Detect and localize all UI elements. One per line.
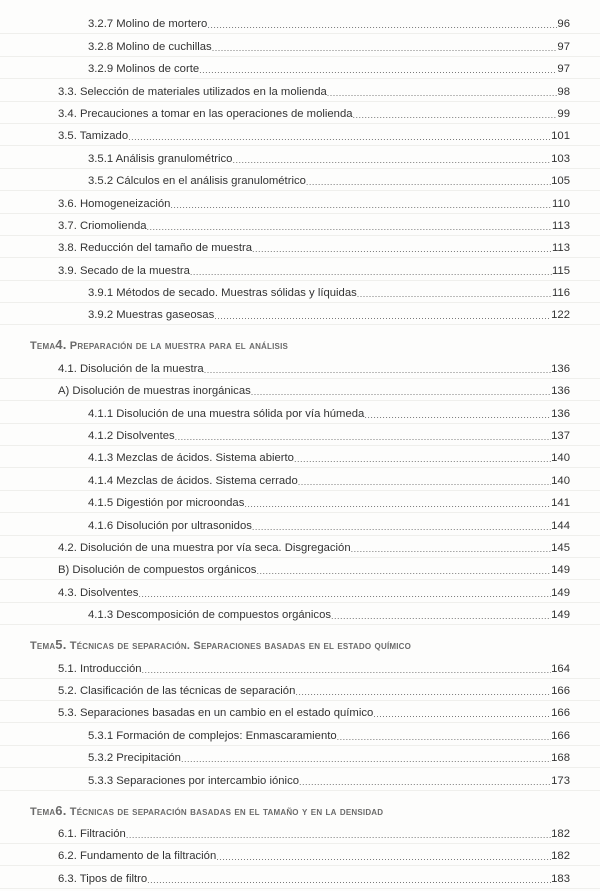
toc-entry — [0, 236, 600, 258]
dot-leader — [327, 88, 558, 101]
entry-title: 3.2.7 Molino de mortero — [88, 18, 208, 31]
page-number: 140 — [551, 474, 570, 487]
page-number: 97 — [557, 63, 570, 76]
toc-entry — [0, 34, 600, 56]
chapter-title: Técnicas de separación. Separaciones basadas en el estado químico — [66, 640, 412, 653]
chapter-heading — [0, 330, 600, 356]
dot-leader — [170, 200, 552, 213]
toc-entry — [0, 558, 600, 580]
dot-leader — [353, 110, 558, 123]
toc-entry — [0, 379, 600, 401]
page-number: 105 — [551, 175, 570, 188]
entry-title: 3.6. Homogeneización — [58, 197, 171, 210]
entry-title: 5.3. Separaciones basadas en un cambio en el estado químico — [58, 707, 374, 720]
page-number: 140 — [551, 452, 570, 465]
dot-leader — [337, 732, 551, 745]
entry-title: 6.2. Fundamento de la filtración — [58, 850, 217, 863]
entry-title: 4.1.4 Mezclas de ácidos. Sistema cerrado — [88, 474, 298, 487]
dot-leader — [128, 132, 551, 145]
dot-leader — [351, 544, 552, 557]
entry-title: 3.7. Criomolienda — [58, 219, 147, 232]
toc-entry — [0, 424, 600, 446]
entry-title: 6.1. Filtración — [58, 827, 126, 840]
dot-leader — [181, 754, 551, 767]
toc-entry — [0, 513, 600, 535]
page-number: 182 — [551, 827, 570, 840]
dot-leader — [138, 589, 551, 602]
entry-title: 4.1. Disolución de la muestra — [58, 362, 204, 375]
table-of-contents — [0, 12, 600, 889]
toc-entry — [0, 79, 600, 101]
chapter-number: 6. — [55, 802, 67, 818]
entry-title: 3.9. Secado de la muestra — [58, 264, 190, 277]
toc-entry — [0, 580, 600, 602]
page-number: 149 — [551, 609, 570, 622]
entry-title: 4.2. Disolución de una muestra por vía seca. Disgregación — [58, 541, 351, 554]
dot-leader — [252, 244, 552, 257]
entry-title: 4.1.1 Disolución de una muestra sólida por vía húmeda — [88, 407, 365, 420]
page-number: 145 — [551, 541, 570, 554]
toc-entry — [0, 468, 600, 490]
entry-title: B) Disolución de compuestos orgánicos — [58, 564, 257, 577]
toc-entry — [0, 491, 600, 513]
toc-entry — [0, 214, 600, 236]
chapter-number: 5. — [55, 637, 67, 653]
chapter-prefix: Tema — [30, 805, 56, 818]
chapter-heading — [0, 630, 600, 656]
dot-leader — [214, 311, 551, 324]
page-number: 173 — [551, 774, 570, 787]
dot-leader — [298, 477, 551, 490]
entry-title: 5.2. Clasificación de las técnicas de separación — [58, 684, 296, 697]
dot-leader — [331, 611, 551, 624]
page-number: 113 — [551, 242, 570, 255]
toc-entry — [0, 191, 600, 213]
page-number: 149 — [551, 586, 570, 599]
entry-title: 5.3.1 Formación de complejos: Enmascaramiento — [88, 729, 337, 742]
dot-leader — [147, 875, 551, 888]
page-number: 149 — [551, 564, 570, 577]
entry-title: 5.3.2 Precipitación — [88, 752, 181, 765]
page-number: 164 — [551, 662, 570, 675]
entry-title: 5.3.3 Separaciones por intercambio iónico — [88, 774, 300, 787]
entry-title: A) Disolución de muestras inorgánicas — [58, 385, 251, 398]
toc-entry — [0, 102, 600, 124]
toc-entry — [0, 258, 600, 280]
toc-entry — [0, 124, 600, 146]
page-number: 141 — [551, 497, 570, 510]
chapter-number: 4. — [55, 337, 67, 353]
toc-entry — [0, 723, 600, 745]
entry-title: 6.3. Tipos de filtro — [58, 872, 148, 885]
toc-entry — [0, 57, 600, 79]
entry-title: 3.4. Precauciones a tomar en las operaciones de molienda — [58, 107, 353, 120]
page-number: 166 — [551, 684, 570, 697]
page-number: 136 — [551, 407, 570, 420]
entry-title: 4.1.6 Disolución por ultrasonidos — [88, 519, 252, 532]
toc-entry — [0, 281, 600, 303]
chapter-prefix: Tema — [30, 640, 56, 653]
dot-leader — [295, 687, 551, 700]
chapter-heading — [0, 796, 600, 822]
page-number: 97 — [557, 40, 570, 53]
toc-entry — [0, 303, 600, 325]
dot-leader — [294, 454, 551, 467]
page-number: 136 — [551, 385, 570, 398]
page-number: 122 — [551, 309, 570, 322]
entry-title: 4.1.3 Descomposición de compuestos orgánicos — [88, 609, 332, 622]
dot-leader — [364, 410, 551, 423]
dot-leader — [232, 155, 551, 168]
page-number: 101 — [551, 130, 570, 143]
toc-entry — [0, 822, 600, 844]
page-number: 113 — [551, 219, 570, 232]
toc-entry — [0, 844, 600, 866]
dot-leader — [244, 499, 551, 512]
chapter-prefix: Tema — [30, 340, 56, 353]
page-number: 183 — [551, 872, 570, 885]
dot-leader — [212, 43, 558, 56]
dot-leader — [142, 665, 552, 678]
entry-title: 3.2.9 Molinos de corte — [88, 63, 200, 76]
page-number: 136 — [551, 362, 570, 375]
toc-entry — [0, 446, 600, 468]
dot-leader — [299, 777, 551, 790]
dot-leader — [147, 222, 552, 235]
dot-leader — [190, 267, 552, 280]
page-number: 99 — [557, 107, 570, 120]
chapter-title: Técnicas de separación basadas en el tamaño y en la densidad — [66, 805, 384, 818]
toc-entry — [0, 603, 600, 625]
entry-title: 3.5. Tamizado — [58, 130, 129, 143]
page-number: 137 — [551, 430, 570, 443]
dot-leader — [306, 177, 551, 190]
dot-leader — [256, 566, 551, 579]
entry-title: 3.9.2 Muestras gaseosas — [88, 309, 215, 322]
dot-leader — [204, 365, 551, 378]
entry-title: 3.3. Selección de materiales utilizados en la molienda — [58, 85, 327, 98]
toc-entry — [0, 866, 600, 888]
toc-entry — [0, 536, 600, 558]
page-number: 168 — [551, 752, 570, 765]
page-number: 103 — [551, 152, 570, 165]
toc-entry — [0, 12, 600, 34]
page-number: 144 — [551, 519, 570, 532]
page-number: 115 — [551, 264, 570, 277]
toc-entry — [0, 169, 600, 191]
toc-entry — [0, 656, 600, 678]
dot-leader — [216, 852, 551, 865]
toc-entry — [0, 679, 600, 701]
dot-leader — [252, 522, 551, 535]
toc-entry — [0, 746, 600, 768]
dot-leader — [251, 387, 551, 400]
page-number: 182 — [551, 850, 570, 863]
entry-title: 4.1.2 Disolventes — [88, 430, 175, 443]
page-number: 110 — [551, 197, 570, 210]
dot-leader — [199, 65, 557, 78]
dot-leader — [373, 709, 551, 722]
entry-title: 3.2.8 Molino de cuchillas — [88, 40, 212, 53]
page-number: 116 — [551, 287, 570, 300]
entry-title: 4.1.3 Mezclas de ácidos. Sistema abierto — [88, 452, 294, 465]
dot-leader — [207, 20, 557, 33]
dot-leader — [175, 432, 551, 445]
entry-title: 3.5.2 Cálculos en el análisis granulométrico — [88, 175, 306, 188]
page-number: 98 — [557, 85, 570, 98]
toc-entry — [0, 356, 600, 378]
entry-title: 3.8. Reducción del tamaño de muestra — [58, 242, 253, 255]
entry-title: 3.9.1 Métodos de secado. Muestras sólidas y líquidas — [88, 287, 357, 300]
entry-title: 3.5.1 Análisis granulométrico — [88, 152, 233, 165]
toc-entry — [0, 401, 600, 423]
entry-title: 4.3. Disolventes — [58, 586, 139, 599]
page-number: 96 — [557, 18, 570, 31]
page-number: 166 — [551, 707, 570, 720]
toc-entry — [0, 768, 600, 790]
dot-leader — [357, 289, 552, 302]
chapter-title: Preparación de la muestra para el análisis — [66, 340, 289, 353]
entry-title: 5.1. Introducción — [58, 662, 142, 675]
page-number: 166 — [551, 729, 570, 742]
entry-title: 4.1.5 Digestión por microondas — [88, 497, 245, 510]
dot-leader — [126, 830, 551, 843]
toc-entry — [0, 701, 600, 723]
toc-entry — [0, 146, 600, 168]
